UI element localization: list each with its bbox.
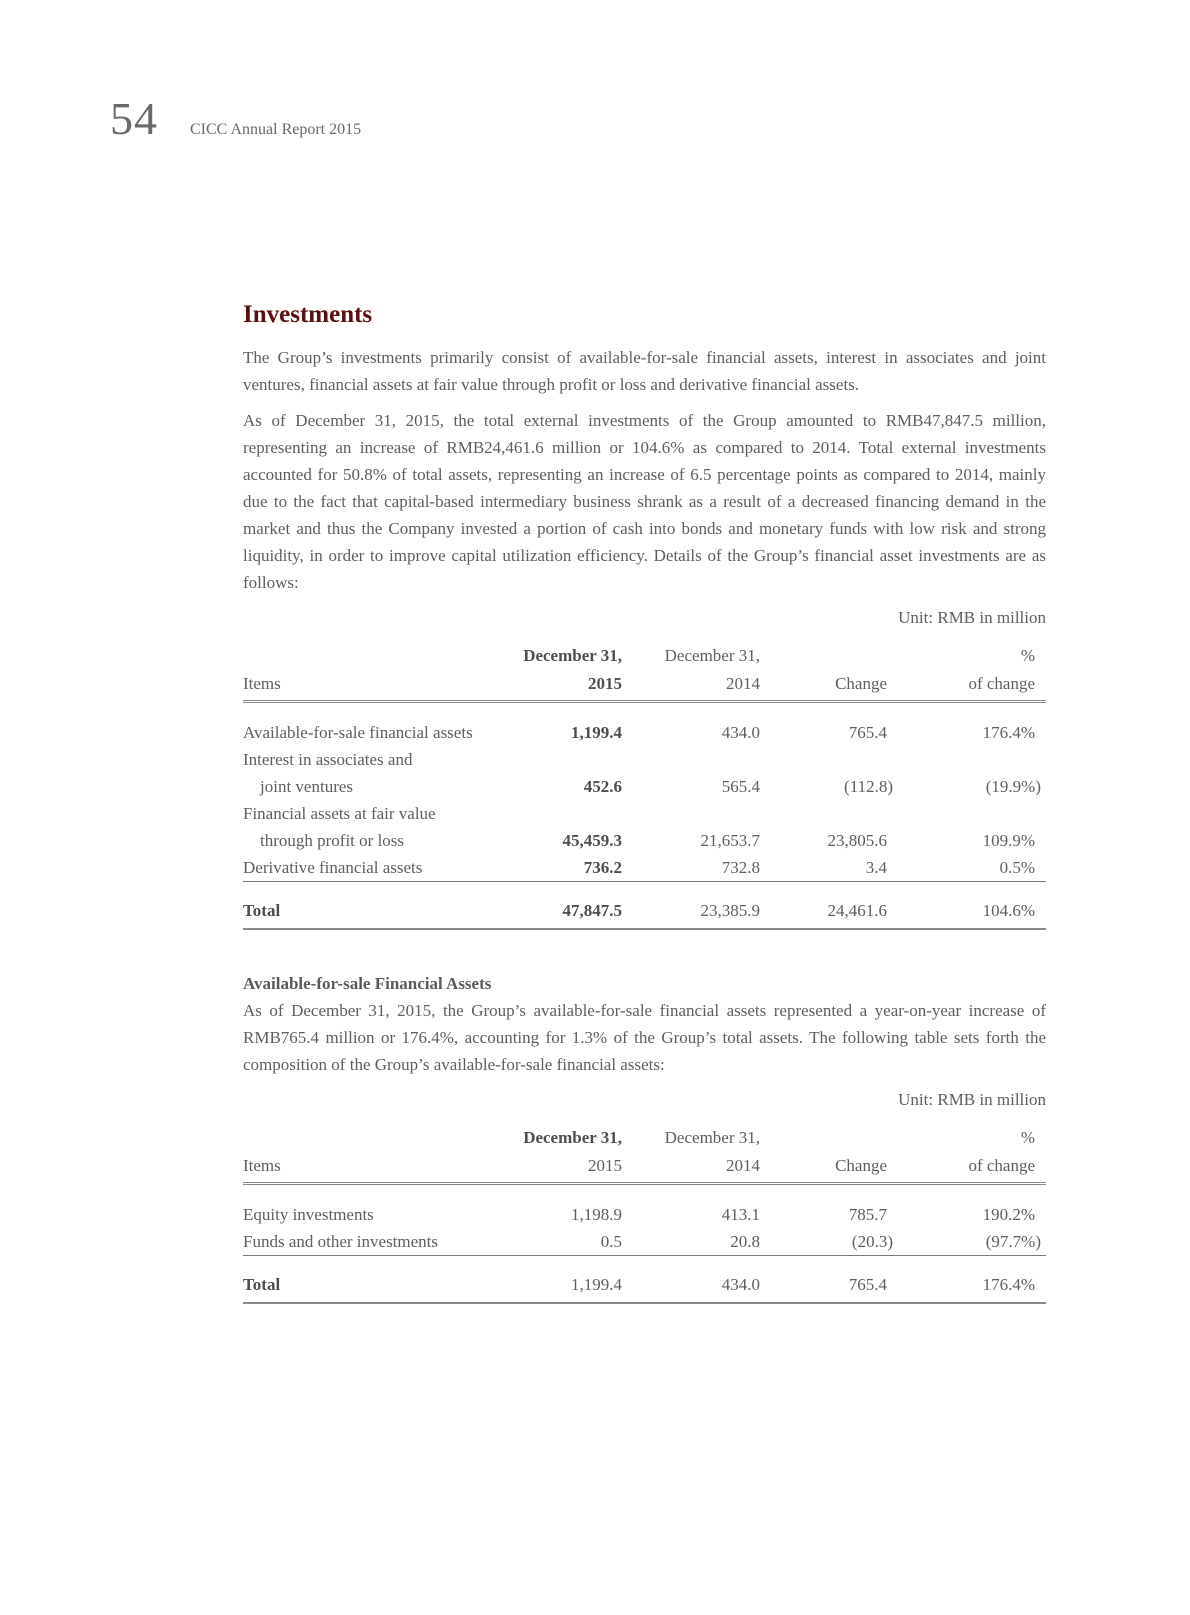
- cell-2014: 20.8: [622, 1228, 760, 1256]
- header-2014-line2: 2014: [622, 670, 760, 702]
- table-header-row: [243, 1152, 1046, 1184]
- total-2015: 1,199.4: [505, 1270, 622, 1303]
- page-header: [110, 93, 362, 144]
- cell-2015: 0.5: [505, 1228, 622, 1256]
- cell-pct: (97.7%): [898, 1228, 1046, 1256]
- cell-2015: 452.6: [583, 777, 622, 796]
- header-2014-line1: December 31,: [664, 646, 760, 665]
- total-2014: 434.0: [622, 1270, 760, 1303]
- header-pct-line1: %: [1020, 1128, 1035, 1147]
- investments-table: [243, 642, 1046, 930]
- investments-paragraph-2: As of December 31, 2015, the total external investments of the Group amounted to RMB47,847.5 million, representing an increase of RMB24,461.6 million or 104.6% as compared to 2014. Total external investments accounted for 50.8% of total assets, representing an increase of 6.5 percentage points as compared to 2014, mainly due to the fact that capital-based intermediary business shrank as a result of a decreased financing demand in the market and thus the Company invested a portion of cash into bonds and monetary funds with low risk and strong liquidity, in order to improve capital utilization efficiency. Details of the Group’s financial asset investments are as follows:: [243, 411, 1046, 592]
- table-row-label-line: [243, 800, 1046, 827]
- row-label: Available-for-sale financial assets: [243, 723, 473, 742]
- total-pct: 176.4%: [898, 1270, 1046, 1303]
- cell-change: 23,805.6: [827, 831, 887, 850]
- total-label: Total: [243, 896, 505, 929]
- cell-pct: 190.2%: [982, 1205, 1035, 1224]
- afs-paragraph: As of December 31, 2015, the Group’s available-for-sale financial assets represented a year-on-year increase of RMB765.4 million or 176.4%, accounting for 1.3% of the Group’s total assets. The following table sets forth the composition of the Group’s available-for-sale financial assets:: [243, 1001, 1046, 1074]
- cell-pct: (19.9%): [985, 777, 1041, 796]
- total-label: Total: [243, 1270, 505, 1303]
- row-label: Equity investments: [243, 1205, 374, 1224]
- header-items: Items: [243, 1152, 505, 1184]
- total-pct: 104.6%: [898, 896, 1046, 929]
- header-2015-line1: December 31,: [523, 646, 622, 665]
- table-row: [243, 827, 1046, 854]
- main-content: [243, 300, 1046, 1304]
- table-total-row: [243, 1270, 1046, 1303]
- row-label: joint ventures: [260, 777, 354, 796]
- header-pct-line2: of change: [898, 670, 1046, 702]
- table-row: [243, 854, 1046, 882]
- cell-2014: 434.0: [721, 723, 760, 742]
- unit-note: Unit: RMB in million: [898, 1090, 1046, 1109]
- table-row: [243, 773, 1046, 800]
- unit-note: Unit: RMB in million: [898, 608, 1046, 627]
- header-2015-line1: December 31,: [523, 1128, 622, 1147]
- header-pct-line1: %: [1020, 646, 1035, 665]
- investments-paragraph-1: The Group’s investments primarily consist of available-for-sale financial assets, interest in associates and joint ventures, financial assets at fair value through profit or loss and derivative financial assets.: [243, 348, 1046, 394]
- header-2014-line1: December 31,: [664, 1128, 760, 1147]
- total-change: 24,461.6: [760, 896, 898, 929]
- header-pct-line2: of change: [898, 1152, 1046, 1184]
- cell-pct: 0.5%: [898, 854, 1046, 882]
- cell-2015: 1,199.4: [571, 723, 622, 742]
- cell-2014: 565.4: [721, 777, 760, 796]
- table-header-row: [243, 1124, 1046, 1152]
- page-number: 54: [110, 93, 158, 144]
- cell-2014: 21,653.7: [700, 831, 760, 850]
- table-header-row: [243, 670, 1046, 702]
- row-label: Funds and other investments: [243, 1228, 505, 1256]
- row-label: through profit or loss: [260, 831, 405, 850]
- afs-table: [243, 1124, 1046, 1304]
- section-title-afs: Available-for-sale Financial Assets: [243, 974, 492, 993]
- table-total-row: [243, 896, 1046, 929]
- header-2015-line2: 2015: [505, 1152, 622, 1184]
- table-row: [243, 1228, 1046, 1256]
- cell-change: 765.4: [848, 723, 887, 742]
- table-row-label-line: [243, 746, 1046, 773]
- cell-pct: 109.9%: [982, 831, 1035, 850]
- cell-2015: 1,198.9: [571, 1205, 622, 1224]
- report-title: CICC Annual Report 2015: [190, 121, 362, 138]
- cell-change: 3.4: [760, 854, 898, 882]
- row-label-line1: Financial assets at fair value: [243, 804, 436, 823]
- section-title-investments: Investments: [243, 301, 373, 328]
- row-label-line1: Interest in associates and: [243, 750, 413, 769]
- header-change: Change: [760, 1152, 898, 1184]
- cell-2014: 413.1: [721, 1205, 760, 1224]
- cell-pct: 176.4%: [982, 723, 1035, 742]
- table-header-row: [243, 642, 1046, 670]
- header-change: Change: [760, 670, 898, 702]
- header-2015-line2: 2015: [505, 670, 622, 702]
- cell-change: (112.8): [844, 777, 893, 796]
- header-2014-line2: 2014: [622, 1152, 760, 1184]
- table-row: [243, 719, 1046, 746]
- cell-2015: 45,459.3: [562, 831, 622, 850]
- total-change: 765.4: [760, 1270, 898, 1303]
- total-2015: 47,847.5: [505, 896, 622, 929]
- cell-2015: 736.2: [505, 854, 622, 882]
- cell-change: (20.3): [760, 1228, 898, 1256]
- cell-change: 785.7: [848, 1205, 887, 1224]
- table-row: [243, 1201, 1046, 1228]
- row-label: Derivative financial assets: [243, 854, 505, 882]
- header-items: Items: [243, 670, 505, 702]
- total-2014: 23,385.9: [622, 896, 760, 929]
- cell-2014: 732.8: [622, 854, 760, 882]
